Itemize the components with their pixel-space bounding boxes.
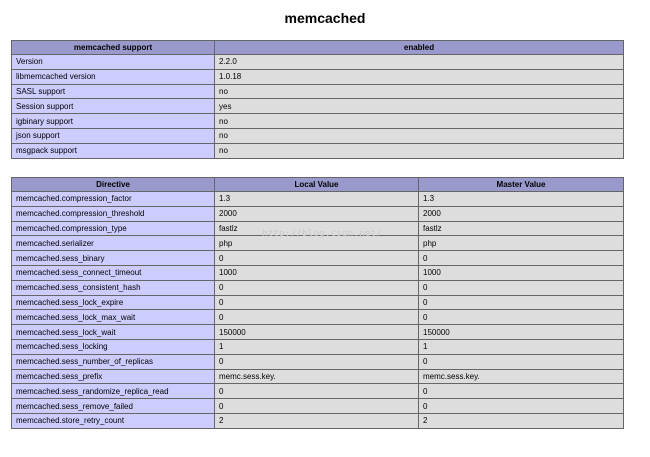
row-label-cell: memcached.sess_number_of_replicas (12, 354, 215, 369)
table-row (12, 399, 624, 414)
value-cell: 1 (419, 339, 624, 354)
table-row (12, 265, 624, 280)
header-cell: Master Value (419, 178, 624, 192)
value-cell: 0 (215, 384, 419, 399)
table-row (12, 251, 624, 266)
row-label-cell: memcached.sess_binary (12, 251, 215, 266)
value-cell: 0 (215, 251, 419, 266)
value-cell: 0 (215, 399, 419, 414)
table-row (12, 236, 624, 251)
value-cell: 0 (215, 295, 419, 310)
row-label-cell: memcached.serializer (12, 236, 215, 251)
support-table (11, 40, 624, 159)
table-row (12, 114, 624, 129)
value-cell: 0 (215, 310, 419, 325)
value-cell: 150000 (215, 325, 419, 340)
value-cell: no (215, 114, 624, 129)
table-row (12, 128, 624, 143)
value-cell: 0 (215, 280, 419, 295)
table-header-row (12, 178, 624, 192)
value-cell: no (215, 143, 624, 158)
table-row (12, 221, 624, 236)
value-cell: fastlz (419, 221, 624, 236)
row-label-cell: igbinary support (12, 114, 215, 129)
table-header-row (12, 41, 624, 55)
value-cell: 1.3 (215, 192, 419, 207)
table-row (12, 206, 624, 221)
page-title: memcached (284, 10, 366, 26)
row-label-cell: Version (12, 55, 215, 70)
value-cell: 0 (419, 251, 624, 266)
table-row (12, 369, 624, 384)
header-cell: Local Value (215, 178, 419, 192)
row-label-cell: libmemcached version (12, 69, 215, 84)
row-label-cell: memcached.sess_connect_timeout (12, 265, 215, 280)
value-cell: 2000 (419, 206, 624, 221)
row-label-cell: memcached.compression_type (12, 221, 215, 236)
value-cell: 0 (419, 399, 624, 414)
row-label-cell: memcached.store_retry_count (12, 413, 215, 428)
value-cell: no (215, 84, 624, 99)
table-row (12, 384, 624, 399)
header-cell: memcached support (12, 41, 215, 55)
value-cell: 1000 (419, 265, 624, 280)
value-cell: 0 (215, 354, 419, 369)
value-cell: php (215, 236, 419, 251)
table-row (12, 55, 624, 70)
table-row (12, 413, 624, 428)
row-label-cell: memcached.sess_lock_expire (12, 295, 215, 310)
row-label-cell: json support (12, 128, 215, 143)
value-cell: memc.sess.key. (419, 369, 624, 384)
table-row (12, 295, 624, 310)
value-cell: 1 (215, 339, 419, 354)
value-cell: yes (215, 99, 624, 114)
value-cell: 0 (419, 384, 624, 399)
value-cell: 2 (419, 413, 624, 428)
value-cell: 1000 (215, 265, 419, 280)
value-cell: 0 (419, 310, 624, 325)
table-row (12, 143, 624, 158)
row-label-cell: memcached.sess_remove_failed (12, 399, 215, 414)
watermark: http://blog.csdn.net/ (262, 229, 383, 239)
row-label-cell: memcached.sess_lock_wait (12, 325, 215, 340)
table-row (12, 280, 624, 295)
header-cell: enabled (215, 41, 624, 55)
table-row (12, 354, 624, 369)
table-row (12, 84, 624, 99)
table-row (12, 69, 624, 84)
value-cell: 2.2.0 (215, 55, 624, 70)
row-label-cell: memcached.sess_lock_max_wait (12, 310, 215, 325)
header-cell: Directive (12, 178, 215, 192)
table-row (12, 99, 624, 114)
value-cell: php (419, 236, 624, 251)
table-row (12, 339, 624, 354)
value-cell: 0 (419, 354, 624, 369)
row-label-cell: Session support (12, 99, 215, 114)
value-cell: 150000 (419, 325, 624, 340)
value-cell: 1.3 (419, 192, 624, 207)
row-label-cell: memcached.sess_consistent_hash (12, 280, 215, 295)
value-cell: 2000 (215, 206, 419, 221)
value-cell: 0 (419, 295, 624, 310)
value-cell: no (215, 128, 624, 143)
table-row (12, 310, 624, 325)
row-label-cell: msgpack support (12, 143, 215, 158)
table-row (12, 325, 624, 340)
value-cell: 1.0.18 (215, 69, 624, 84)
row-label-cell: memcached.sess_locking (12, 339, 215, 354)
row-label-cell: SASL support (12, 84, 215, 99)
value-cell: fastlz (215, 221, 419, 236)
value-cell: memc.sess.key. (215, 369, 419, 384)
row-label-cell: memcached.sess_randomize_replica_read (12, 384, 215, 399)
row-label-cell: memcached.compression_threshold (12, 206, 215, 221)
value-cell: 2 (215, 413, 419, 428)
row-label-cell: memcached.compression_factor (12, 192, 215, 207)
value-cell: 0 (419, 280, 624, 295)
table-row (12, 192, 624, 207)
directive-table (11, 177, 624, 429)
row-label-cell: memcached.sess_prefix (12, 369, 215, 384)
